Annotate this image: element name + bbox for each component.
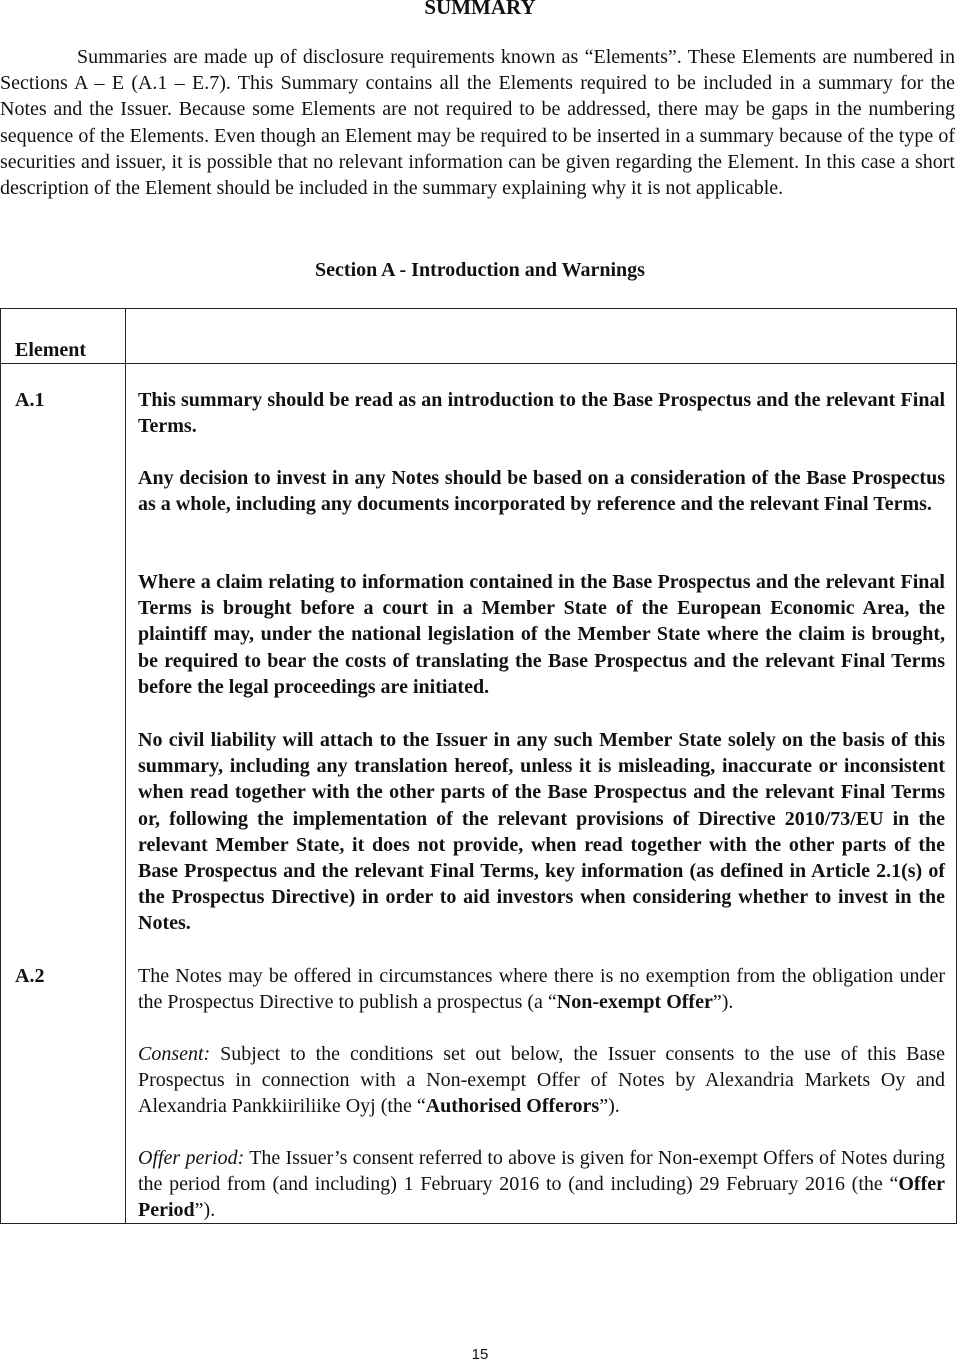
- page-number: 15: [471, 1346, 489, 1363]
- non-exempt-offer-term: Non-exempt Offer: [556, 991, 713, 1014]
- offer-period-end: ”).: [194, 1199, 216, 1222]
- offer-period-label: Offer period:: [138, 1147, 245, 1169]
- column-divider: [125, 309, 126, 1223]
- offer-period-text: The Issuer’s consent referred to above is given for Non-exempt Offers of Notes during the period from (and including) 1 February 2016 to (and including) 29 February 2016 (the “: [138, 1147, 946, 1196]
- intro-text: Summaries are made up of disclosure requirements known as “Elements”. These Elements are numbered in Sections A – E (A.1 – E.7). This Summary contains all the Elements required to be included in a summary for the Notes and the Issuer. Because some Elements are not required to be addressed, there may be gaps in the numbering sequence of the Elements. Even though an Element may be required to be inserted in a summary because of the type of securities and issuer, it is possible that no relevant information can be given regarding the Element. In this case a short description of the Element should be included in the summary explaining why it is not applicable.: [0, 46, 955, 200]
- a1-paragraph-1: This summary should be read as an introduction to the Base Prospectus and the relevant Final Terms.: [138, 389, 945, 438]
- a2-p1-end: ”).: [712, 991, 734, 1014]
- consent-end: ”).: [599, 1095, 620, 1118]
- element-column-header: Element: [15, 339, 87, 361]
- a1-paragraph-2: Any decision to invest in any Notes should be based on a consideration of the Base Prospectus as a whole, including any documents incorporated by reference and the relevant Final Terms.: [138, 467, 945, 516]
- page-title: SUMMARY: [424, 0, 536, 19]
- a2-offer-period-paragraph: [138, 1145, 945, 1224]
- authorised-offerors-term: Authorised Offerors: [425, 1095, 600, 1118]
- offer-period-term: Offer Period: [138, 1173, 945, 1222]
- section-a-heading: Section A - Introduction and Warnings: [315, 259, 645, 281]
- elements-table: [0, 308, 957, 1224]
- a1-paragraph-3: Where a claim relating to information contained in the Base Prospectus and the relevant Final Terms is brought before a court in a Member State of the European Economic Area, the plaintiff may, under the national legislation of the Member State where the claim is brought, be required to bear the costs of translating the Base Prospectus and the relevant Final Terms before the legal proceedings are initiated.: [138, 571, 945, 698]
- consent-text: Subject to the conditions set out below, the Issuer consents to the use of this Base Prospectus in connection with a Non-exempt Offer of Notes by Alexandria Markets Oy and Alexandria Pankkiiriliike Oyj (the “: [138, 1043, 945, 1118]
- header-divider: [1, 363, 956, 364]
- intro-paragraph: [0, 44, 955, 201]
- element-id-a1: A.1: [15, 389, 45, 411]
- a2-paragraph-1: [138, 963, 945, 1015]
- element-id-a2: A.2: [15, 965, 45, 987]
- a2-consent-paragraph: [138, 1041, 945, 1120]
- consent-label: Consent:: [138, 1043, 211, 1065]
- a2-p1-text: The Notes may be offered in circumstances where there is no exemption from the obligation under the Prospectus Directive to publish a prospectus (a “: [138, 965, 945, 1014]
- a1-paragraph-4: No civil liability will attach to the Issuer in any such Member State solely on the basis of this summary, including any translation hereof, unless it is misleading, inaccurate or inconsistent when read together with the other parts of the Base Prospectus and the relevant Final Terms or, following the implementation of the relevant provisions of Directive 2010/73/EU in the relevant Member State, it does not provide, when read together with the other parts of the Base Prospectus and the relevant Final Terms, key information (as defined in Article 2.1(s) of the Prospectus Directive) in order to aid investors when considering whether to invest in the Notes.: [138, 729, 945, 935]
